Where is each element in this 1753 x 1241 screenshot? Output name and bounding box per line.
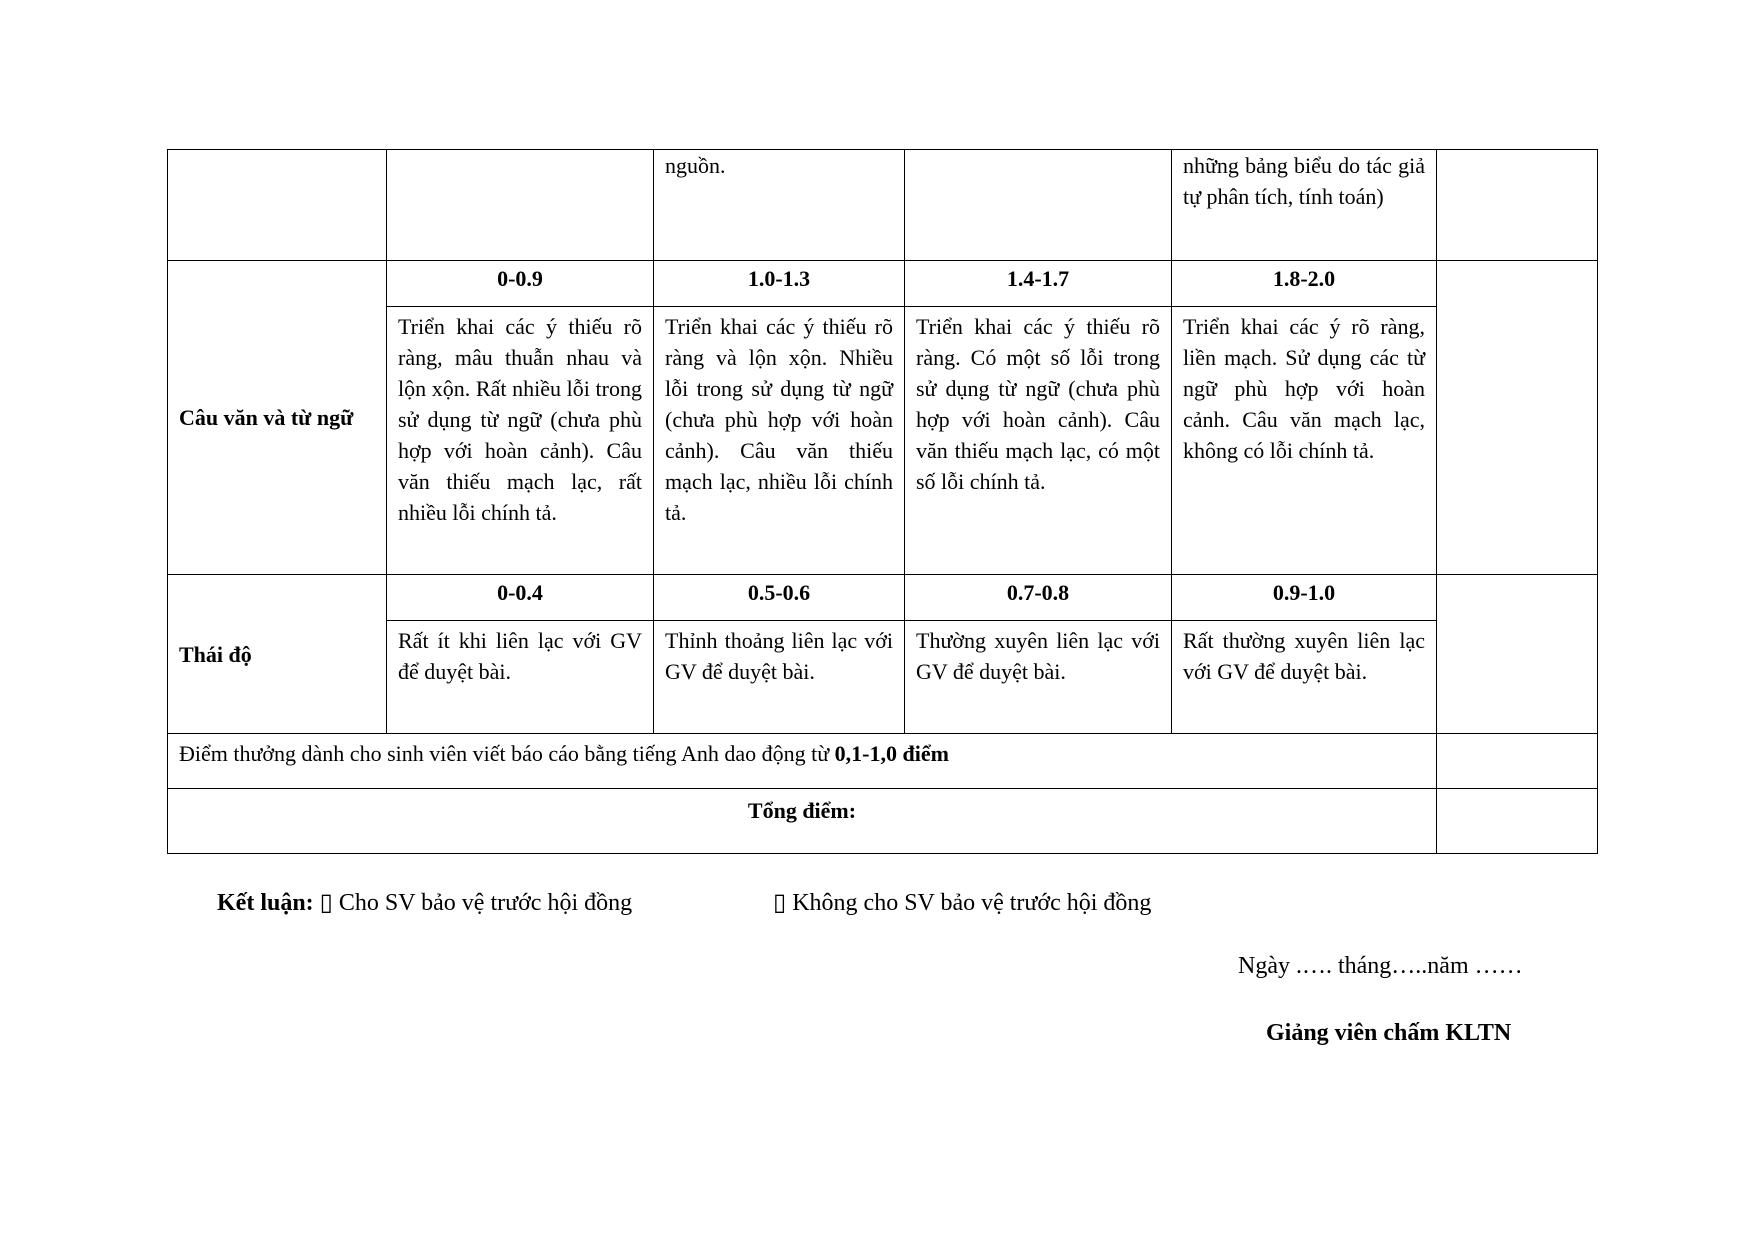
conclusion-line	[217, 888, 1152, 917]
desc-cell-empty	[387, 150, 654, 261]
signer-title: Giảng viên chấm KLTN	[1266, 1020, 1512, 1046]
criterion-row-thai-do-ranges	[168, 575, 1598, 621]
date-line: Ngày .…. tháng…..năm ……	[1238, 953, 1523, 979]
option-deny-defense[interactable]: ▯ Không cho SV bảo vệ trước hội đồng	[773, 890, 1152, 916]
total-row	[168, 789, 1598, 854]
bonus-row	[168, 734, 1598, 789]
score-range: 1.4-1.7	[905, 261, 1172, 307]
level-description: Triển khai các ý rõ ràng, liền mạch. Sử dụng các từ ngữ phù hợp với hoàn cảnh. Câu văn mạch lạc, không có lỗi chính tả.	[1172, 307, 1437, 575]
total-label: Tổng điểm:	[168, 789, 1437, 854]
score-range: 0.7-0.8	[905, 575, 1172, 621]
level-description: Rất ít khi liên lạc với GV để duyệt bài.	[387, 621, 654, 734]
score-range: 0-0.4	[387, 575, 654, 621]
option-allow-defense[interactable]: ▯ Cho SV bảo vệ trước hội đồng	[319, 890, 633, 916]
desc-cell-continued: nguồn.	[654, 150, 905, 261]
level-description: Triển khai các ý thiếu rõ ràng, mâu thuẫn nhau và lộn xộn. Rất nhiều lỗi trong sử dụng từ ngữ (chưa phù hợp với hoàn cảnh). Câu văn thiếu mạch lạc, rất nhiều lỗi chính tả.	[387, 307, 654, 575]
score-range: 1.0-1.3	[654, 261, 905, 307]
desc-cell-empty	[905, 150, 1172, 261]
score-cell	[1437, 261, 1598, 575]
total-score-cell	[1437, 789, 1598, 854]
grading-rubric-table	[167, 149, 1598, 854]
level-description: Thỉnh thoảng liên lạc với GV để duyệt bài.	[654, 621, 905, 734]
score-range: 1.8-2.0	[1172, 261, 1437, 307]
score-cell	[1437, 575, 1598, 734]
score-range: 0-0.9	[387, 261, 654, 307]
continued-row	[168, 150, 1598, 261]
criterion-label: Câu văn và từ ngữ	[168, 261, 387, 575]
criterion-label: Thái độ	[168, 575, 387, 734]
level-description: Thường xuyên liên lạc với GV để duyệt bài.	[905, 621, 1172, 734]
level-description: Rất thường xuyên liên lạc với GV để duyệt bài.	[1172, 621, 1437, 734]
level-description: Triển khai các ý thiếu rõ ràng. Có một số lỗi trong sử dụng từ ngữ (chưa phù hợp với hoàn cảnh). Câu văn thiếu mạch lạc, có một số lỗi chính tả.	[905, 307, 1172, 575]
score-cell	[1437, 734, 1598, 789]
score-cell	[1437, 150, 1598, 261]
bonus-range: 0,1-1,0 điểm	[834, 741, 949, 766]
score-range: 0.9-1.0	[1172, 575, 1437, 621]
bonus-description	[168, 734, 1437, 789]
desc-cell-continued: những bảng biểu do tác giả tự phân tích, tính toán)	[1172, 150, 1437, 261]
conclusion-label: Kết luận:	[217, 890, 314, 916]
score-range: 0.5-0.6	[654, 575, 905, 621]
bonus-text: Điểm thưởng dành cho sinh viên viết báo cáo bằng tiếng Anh dao động từ	[179, 741, 835, 766]
level-description: Triển khai các ý thiếu rõ ràng và lộn xộn. Nhiều lỗi trong sử dụng từ ngữ (chưa phù hợp với hoàn cảnh). Câu văn thiếu mạch lạc, nhiều lỗi chính tả.	[654, 307, 905, 575]
criterion-row-cau-van-ranges	[168, 261, 1598, 307]
criterion-cell-empty	[168, 150, 387, 261]
